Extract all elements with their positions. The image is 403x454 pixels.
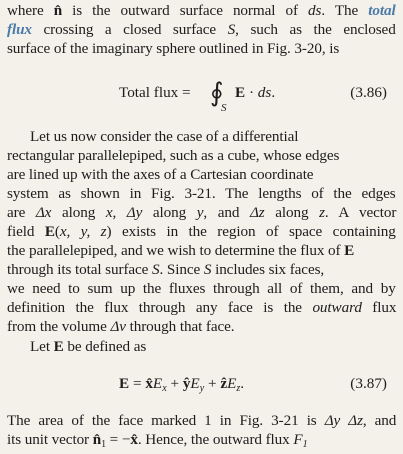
surface-symbol: S [227, 21, 236, 38]
text-span: through that face. [125, 318, 235, 335]
equals-minus: = − [105, 431, 131, 448]
coordinate-args: x, y, z [59, 223, 107, 240]
text-span: , and [203, 204, 250, 221]
text-span: , such as the enclosed [235, 21, 396, 38]
subscript-1: 1 [101, 439, 106, 450]
text-span: includes six faces, [211, 261, 325, 278]
equation-number: (3.87) [350, 375, 387, 392]
plus-sign: + [204, 375, 221, 392]
subscript-y: y [199, 383, 205, 394]
text-span: Let [30, 338, 54, 355]
text-line-8 [7, 204, 396, 222]
delta-v: Δv [110, 318, 126, 335]
integral-subscript: S [221, 102, 227, 114]
text-line-6: are lined up with the axes of a Cartesian coordinate [7, 166, 314, 183]
text-span: field [7, 223, 45, 240]
x-unit-vector: x̂ [130, 431, 138, 448]
field-symbol: E [344, 242, 355, 259]
delta-y: Δy [324, 412, 341, 429]
text-span: ( [54, 223, 60, 240]
text-span: be defined as [63, 338, 147, 355]
text-span: . The [321, 2, 369, 19]
equation-number: (3.86) [350, 84, 387, 101]
field-symbol: E [44, 223, 55, 240]
component-E: E [190, 375, 200, 392]
text-span: through its total surface [7, 261, 153, 278]
equation-lhs: Total flux = [119, 84, 191, 101]
text-line-3: surface of the imaginary sphere outlined in Fig. 3-20, is [7, 40, 340, 57]
field-symbol: E [53, 338, 64, 355]
ds-symbol: ds [257, 84, 272, 101]
text-span: along [264, 204, 320, 221]
text-span: from the volume [7, 318, 111, 335]
text-span: crossing a closed surface [31, 21, 228, 38]
text-line-11 [7, 261, 324, 279]
text-span: , [112, 204, 127, 221]
ds-symbol: ds [308, 2, 322, 19]
x-symbol: x [105, 204, 113, 221]
field-symbol: E [235, 84, 246, 101]
text-span: The area of the face marked 1 in Fig. 3-21 is [7, 412, 325, 429]
text-line-17 [7, 431, 307, 454]
text-line-13 [7, 299, 396, 317]
text-line-10 [7, 242, 354, 260]
unit-normal-symbol: n̂ [53, 2, 63, 19]
equals-sign: = [129, 375, 146, 392]
text-span: . Since [159, 261, 204, 278]
text-span: along [51, 204, 106, 221]
delta-x: Δx [35, 204, 52, 221]
equation-body [119, 375, 244, 398]
text-span: is the outward surface normal of [62, 2, 309, 19]
z-unit-vector: ẑ [220, 375, 228, 392]
text-span: where [7, 2, 54, 19]
key-term-flux: flux [7, 21, 32, 38]
delta-y: Δy [126, 204, 143, 221]
text-line-1 [7, 2, 396, 20]
text-span: definition the flux through any face is the [7, 299, 313, 316]
component-E: E [227, 375, 237, 392]
subscript-x: x [162, 383, 167, 394]
period: . [240, 375, 245, 392]
text-span: , and [362, 412, 397, 429]
text-span: . Hence, the outward flux [137, 431, 294, 448]
text-line-5: rectangular parallelepiped, such as a cube, whose edges [7, 147, 340, 164]
component-E: E [152, 375, 163, 392]
text-line-14 [7, 318, 235, 336]
text-span: along [142, 204, 197, 221]
text-line-15 [30, 338, 146, 356]
equation-integrand [235, 84, 275, 102]
text-span: its unit vector [7, 431, 93, 448]
text-span: flux [361, 299, 397, 316]
flux-symbol: F [293, 431, 303, 448]
period: . [271, 84, 276, 101]
y-symbol: y [196, 204, 204, 221]
text-line-7: system as shown in Fig. 3-21. The lengths of the edges [7, 185, 396, 202]
text-span: ) exists in the region of space containing [106, 223, 396, 240]
text-span: the parallelepiped, and we wish to determine the flux of [7, 242, 345, 259]
unit-normal-symbol: n̂ [92, 431, 102, 448]
delta-z: Δz [348, 412, 363, 429]
key-term-total: total [368, 2, 396, 19]
text-span: . A vector [324, 204, 397, 221]
plus-sign: + [166, 375, 183, 392]
text-line-4: Let us now consider the case of a differential [30, 128, 299, 145]
text-line-9 [7, 223, 396, 241]
closed-integral-symbol: ∮ [210, 78, 224, 108]
subscript-1: 1 [302, 439, 308, 450]
field-symbol: E [119, 375, 130, 392]
text-line-12: we need to sum up the fluxes through all of them, and by [7, 280, 396, 297]
text-span: are [7, 204, 36, 221]
z-symbol: z [319, 204, 325, 221]
text-line-2 [7, 21, 396, 39]
text-line-16 [7, 412, 396, 430]
delta-z: Δz [249, 204, 265, 221]
y-unit-vector: ŷ [182, 375, 191, 392]
subscript-z: z [236, 383, 241, 394]
emphasis-outward: outward [312, 299, 362, 316]
surface-symbol: S [203, 261, 212, 278]
surface-symbol: S [152, 261, 160, 278]
dot-operator: · [245, 84, 258, 101]
x-unit-vector: x̂ [145, 375, 153, 392]
